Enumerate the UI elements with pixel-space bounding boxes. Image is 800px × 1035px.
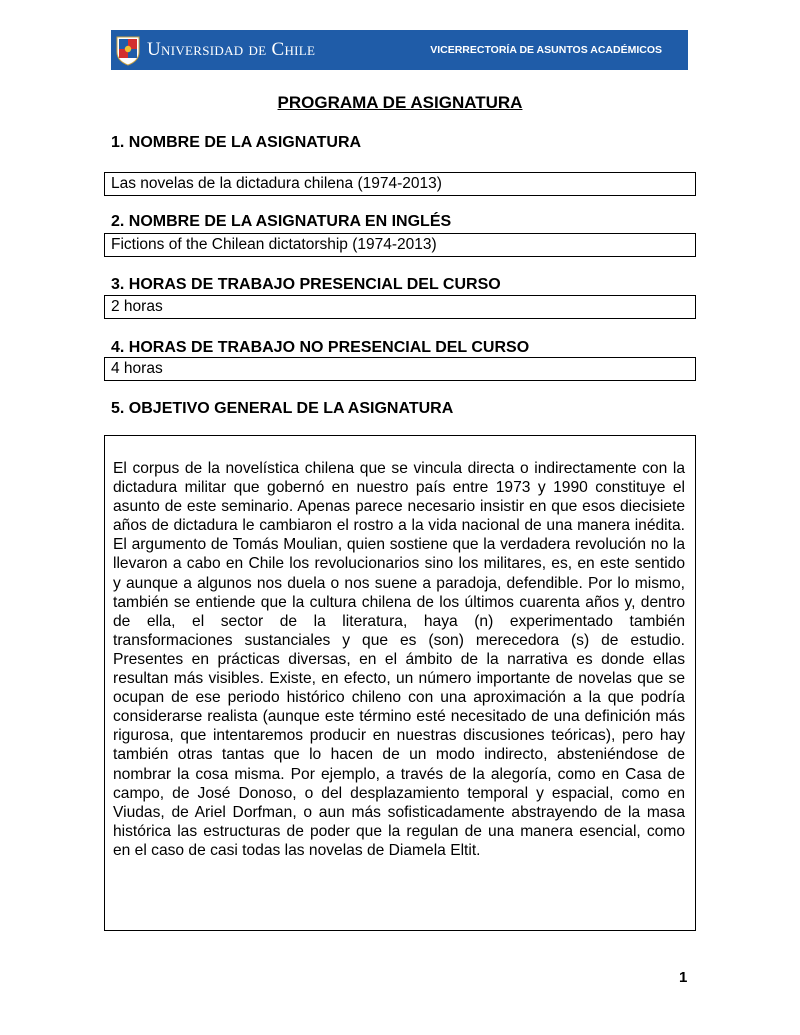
section-4-value: 4 horas — [104, 357, 696, 381]
section-3-heading: 3. HORAS DE TRABAJO PRESENCIAL DEL CURSO — [111, 276, 501, 293]
section-4-heading: 4. HORAS DE TRABAJO NO PRESENCIAL DEL CURSO — [111, 339, 530, 356]
section-5-box — [104, 435, 696, 931]
section-1-value: Las novelas de la dictadura chilena (1974-2013) — [104, 172, 696, 196]
section-2-heading: 2. NOMBRE DE LA ASIGNATURA EN INGLÉS — [111, 213, 452, 230]
page-number: 1 — [679, 969, 688, 986]
section-5-heading: 5. OBJETIVO GENERAL DE LA ASIGNATURA — [111, 400, 454, 417]
section-1-heading: 1. NOMBRE DE LA ASIGNATURA — [111, 134, 362, 151]
page-title: PROGRAMA DE ASIGNATURA — [277, 93, 523, 112]
section-5-value: El corpus de la novelística chilena que se vincula directa o indirectamente con la dictadura militar que gobernó en nuestro país entre 1973 y 1990 constituye el asunto de este seminario. Apenas parece necesario insistir en que esos diecisiete años de dictadura le cambiaron el rostro a la vida nacional de una manera inédita. El argumento de Tomás Moulian, quien sostiene que la verdadera revolución no la llevaron a cabo en Chile los revolucionarios sino los militares, es, en este sentido y aunque a algunos nos duela o nos suene a paradoja, defendible. Por lo mismo, también se entiende que la cultura chilena de los últimos cuarenta años y, dentro de ella, el sector de la literatura, haya (n) experimentado también transformaciones sustanciales y que es (son) merecedora (s) de estudio. Presentes en prácticas diversas, en el ámbito de la narrativa es donde ellas resultan más visibles. Existe, en efecto, un número importante de novelas que se ocupan de ese periodo histórico chileno con una aproximación a la que podría considerarse realista (aunque este término esté necesitado de una definición más rigurosa, que intentaremos producir en nuestras discusiones teóricas), pero hay también otras tantas que lo hacen de un modo indirecto, absteniéndose de nombrar la cosa misma. Por ejemplo, a través de la alegoría, como en Casa de campo, de José Donoso, o del desplazamiento temporal y espacial, como en Viudas, de Ariel Dorfman, o aun más sofisticadamente abstrayendo de la masa histórica las estructuras de poder que la regulan de una manera esencial, como en el caso de casi todas las novelas de Diamela Eltit. — [113, 460, 685, 859]
section-3-value: 2 horas — [104, 295, 696, 319]
university-name: Universidad de Chile — [147, 39, 316, 60]
vicerrectoria-label: VICERRECTORÍA DE ASUNTOS ACADÉMICOS — [430, 44, 662, 56]
header-banner — [111, 30, 688, 70]
university-crest-icon — [115, 34, 141, 66]
section-2-value: Fictions of the Chilean dictatorship (1974-2013) — [104, 233, 696, 257]
